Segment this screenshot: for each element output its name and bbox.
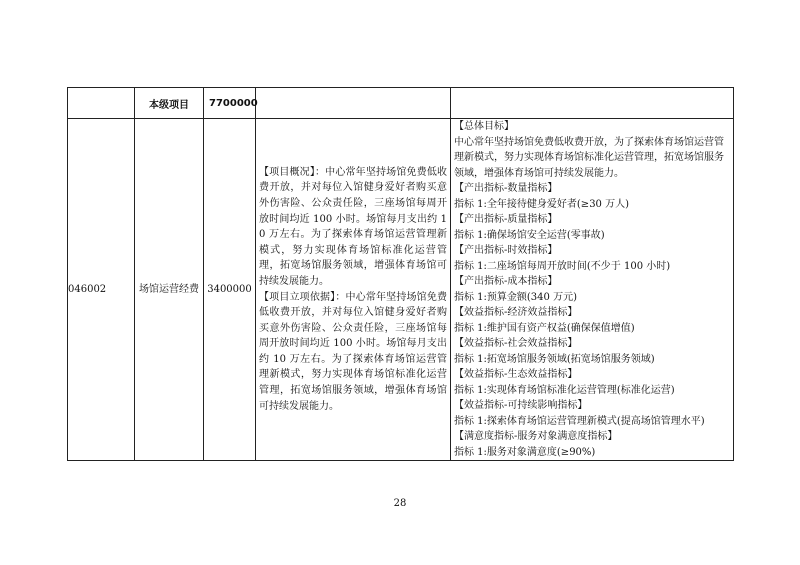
project-goals-cell xyxy=(451,119,734,461)
project-overview-text: 【项目概况】：中心常年坚持场馆免费低收费开放，并对每位入馆健身爱好者购买意外伤害险、公众责任险，三座场馆每周开放时间均近 100 小时。场馆每月支出约 10 万左右。为了探索体育场馆运营管理新模式，努力实现体育场馆标准化运营管理，拓宽场馆服务领域，增强体育场馆可持续发展能力。 xyxy=(259,166,447,287)
summary-goals-cell xyxy=(451,88,734,119)
goal-line: 【产出指标-时效指标】 xyxy=(454,245,558,256)
goal-line: 指标 1:服务对象满意度(≥90%) xyxy=(454,446,596,458)
summary-code-cell xyxy=(68,88,135,119)
goal-line: 中心常年坚持场馆免费低收费开放，为了探索体育场馆运营管理新模式，努力实现体育场馆标准化运营管理，拓宽场馆服务领域，增强体育场馆可持续发展能力。 xyxy=(454,136,724,179)
goal-line: 【产出指标-成本指标】 xyxy=(454,276,558,287)
goal-line: 指标 1:探索体育场馆运营管理新模式(提高场馆管理水平) xyxy=(454,415,705,427)
page-number: 28 xyxy=(393,498,407,509)
project-row xyxy=(68,119,734,461)
goal-line: 【产出指标-数量指标】 xyxy=(454,183,558,194)
goal-line: 指标 1:拓宽场馆服务领域(拓宽场馆服务领域) xyxy=(454,353,655,365)
goal-line: 【总体目标】 xyxy=(454,121,514,132)
goal-line: 指标 1:确保场馆安全运营(零事故) xyxy=(454,229,605,241)
goal-line: 【效益指标-经济效益指标】 xyxy=(454,307,578,318)
goal-line: 【产出指标-质量指标】 xyxy=(454,214,558,225)
summary-row xyxy=(68,88,734,119)
goal-line: 指标 1:实现体育场馆标准化运营管理(标准化运营) xyxy=(454,384,675,396)
summary-amount-cell: 7700000 xyxy=(204,88,256,119)
summary-description-cell xyxy=(256,88,451,119)
project-description-cell xyxy=(256,119,451,461)
project-code-cell: 046002 xyxy=(68,119,135,461)
budget-table xyxy=(67,87,734,461)
goal-line: 【满意度指标-服务对象满意度指标】 xyxy=(454,431,618,442)
project-basis-text: 【项目立项依据】：中心常年坚持场馆免费低收费开放，并对每位入馆健身爱好者购买意外伤害险、公众责任险，三座场馆每周开放时间均近 100 小时。场馆每月支出约 10 万左右。为了探索体育场馆运营管理新模式，努力实现体育场馆标准化运营管理，拓宽场馆服务领域，增强体育场馆可持续发展能力。 xyxy=(259,291,447,412)
project-amount-cell: 3400000 xyxy=(204,119,256,461)
project-name-cell: 场馆运营经费 xyxy=(135,119,204,461)
goal-line: 【效益指标-生态效益指标】 xyxy=(454,369,578,380)
goal-line: 【效益指标-可持续影响指标】 xyxy=(454,400,588,411)
goal-line: 【效益指标-社会效益指标】 xyxy=(454,338,578,349)
goal-line: 指标 1:全年接待健身爱好者(≥30 万人) xyxy=(454,198,629,210)
goal-line: 指标 1:预算金额(340 万元) xyxy=(454,291,577,303)
goal-line: 指标 1:二座场馆每周开放时间(不少于 100 小时) xyxy=(454,260,671,272)
goal-line: 指标 1:维护国有资产权益(确保保值增值) xyxy=(454,322,635,334)
summary-label-cell: 本级项目 xyxy=(135,88,204,119)
